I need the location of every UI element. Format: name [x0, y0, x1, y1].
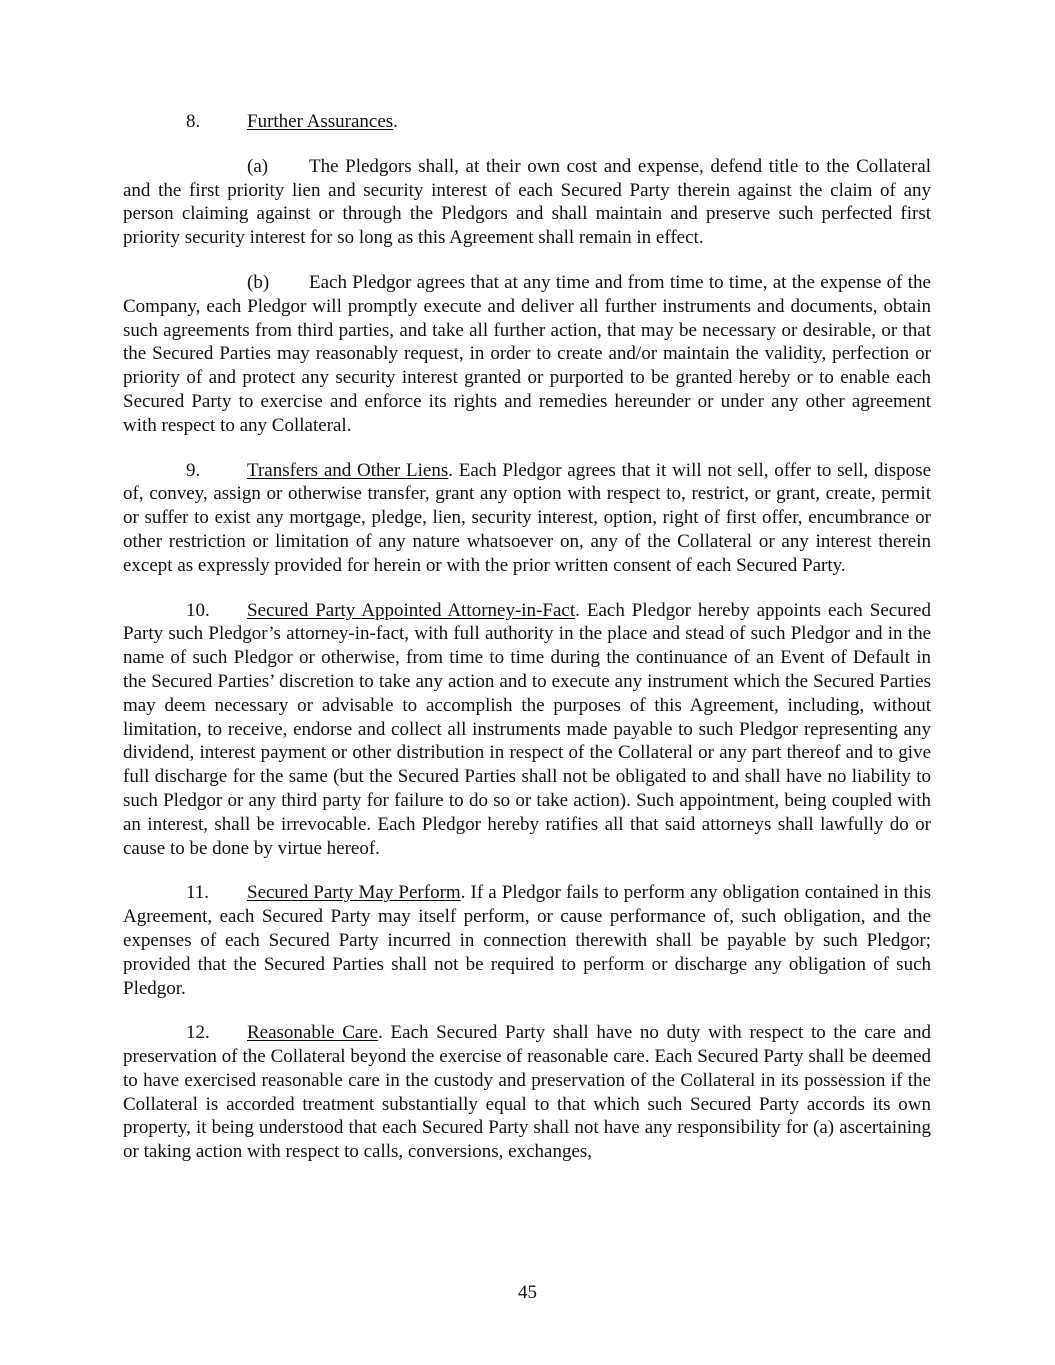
paragraph-text: . Each Secured Party shall have no duty with respect to the care and preservation of the Collateral beyond the exercise of reasonable care. Each Secured Party shall be deemed to have exercised reasonable care in the custody and preservation of the Collateral in its possession if the Collateral is accorded treatment substantially equal to that which such Secured Party accords its own property, it being understood that each Secured Party shall not have any responsibility for (a) ascertaining or taking action with respect to calls, conversions, exchanges,	[123, 1022, 931, 1163]
section-number: 11.	[186, 882, 210, 904]
section-8a-paragraph	[123, 155, 931, 250]
paragraph-text: The Pledgors shall, at their own cost and expense, defend title to the Collateral and the first priority lien and security interest of each Secured Party therein against the claim of any person claiming against or through the Pledgors and shall maintain and preserve such perfected first priority security interest for so long as this Agreement shall remain in effect.	[123, 155, 931, 249]
section-number: 8.	[186, 111, 201, 132]
section-number: 9.	[186, 459, 201, 481]
section-title: Secured Party May Perform	[247, 882, 461, 904]
section-12-paragraph	[123, 1021, 931, 1164]
section-number: 12.	[186, 1022, 210, 1044]
paragraph-text: . If a Pledgor fails to perform any obligation contained in this Agreement, each Secured Party may itself perform, or cause performance of, such obligation, and the expenses of each Secured Party incurred in connection therewith shall be payable by such Pledgor; provided that the Secured Parties shall not be required to perform or discharge any obligation of such Pledgor.	[123, 882, 932, 999]
section-11-paragraph	[123, 881, 931, 1000]
page-number: 45	[518, 1282, 537, 1303]
subsection-label: (b)	[247, 271, 270, 293]
section-9-paragraph	[123, 459, 931, 578]
paragraph-text: Each Pledgor agrees that at any time and from time to time, at the expense of the Company, each Pledgor will promptly execute and deliver all further instruments and documents, obtain such agreements from third parties, and take all further action, that may be necessary or desirable, or that the Secured Parties may reasonably request, in order to create and/or maintain the validity, perfection or priority of and protect any security interest granted or purported to be granted hereby or to enable each Secured Party to exercise and enforce its rights and remedies hereunder or under any other agreement with respect to any Collateral.	[123, 271, 931, 436]
section-title: Further Assurances	[247, 111, 394, 132]
paragraph-text: . Each Pledgor agrees that it will not sell, offer to sell, dispose of, convey, assign or otherwise transfer, grant any option with respect to, restrict, or grant, create, permit or suffer to exist any mortgage, pledge, lien, security interest, option, right of first offer, encumbrance or other restriction or limitation of any nature whatsoever on, any of the Collateral or any interest therein except as expressly provided for herein or with the prior written consent of each Secured Party.	[123, 459, 931, 576]
section-10-paragraph	[123, 599, 931, 861]
document-page	[123, 110, 931, 1185]
section-title-end: .	[393, 111, 398, 132]
section-title: Reasonable Care	[247, 1022, 379, 1044]
section-number: 10.	[186, 599, 210, 621]
section-8b-paragraph	[123, 271, 931, 438]
section-title: Transfers and Other Liens	[247, 459, 449, 481]
paragraph-text: . Each Pledgor hereby appoints each Secured Party such Pledgor’s attorney-in-fact, with full authority in the place and stead of such Pledgor and in the name of such Pledgor or otherwise, from time to time during the continuance of an Event of Default in the Secured Parties’ discretion to take any action and to execute any instrument which the Secured Parties may deem necessary or advisable to accomplish the purposes of this Agreement, including, without limitation, to receive, endorse and collect all instruments made payable to such Pledgor representing any dividend, interest payment or other distribution in respect of the Collateral or any part thereof and to give full discharge for the same (but the Secured Parties shall not be obligated to and shall have no liability to such Pledgor or any third party for failure to do so or take action). Such appointment, being coupled with an interest, shall be irrevocable. Each Pledgor hereby ratifies all that said attorneys shall lawfully do or cause to be done by virtue hereof.	[123, 599, 931, 859]
section-8-heading	[123, 110, 931, 134]
section-title: Secured Party Appointed Attorney-in-Fact	[247, 599, 576, 621]
subsection-label: (a)	[247, 155, 269, 177]
